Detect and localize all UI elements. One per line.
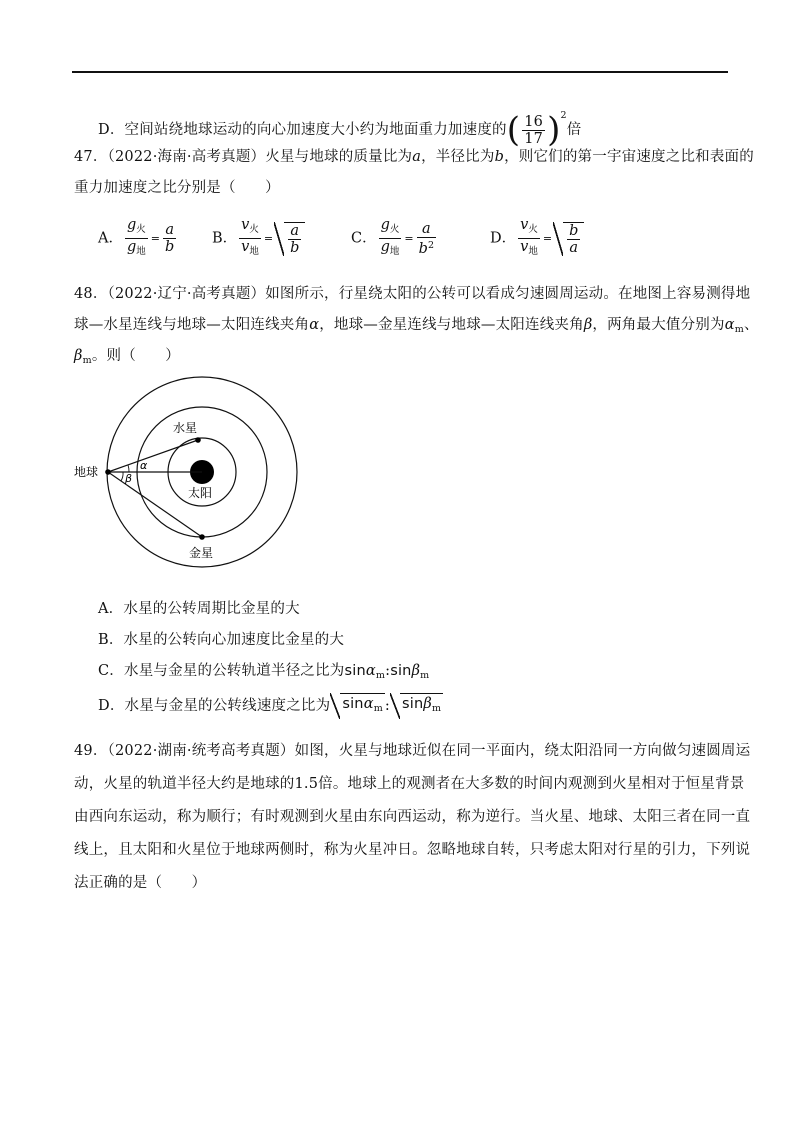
q47-text-3: ，则它们的第一宇宙速度之比和表面的 xyxy=(504,149,754,165)
rhs-num: b xyxy=(569,222,579,239)
lhs-fraction xyxy=(239,217,261,260)
q48-text-c: ，两角最大值分别为 xyxy=(592,317,725,333)
beta-arc xyxy=(121,472,123,481)
q48-option-c xyxy=(98,661,429,686)
beta-m-symbol: β xyxy=(74,348,83,364)
alpha-symbol: α xyxy=(309,317,320,333)
q46-suffix: 倍 xyxy=(566,122,582,138)
sub-m: m xyxy=(431,703,442,714)
venus-dot xyxy=(199,534,205,540)
sun-label: 太阳 xyxy=(188,486,213,500)
lhs-den-sub: 地 xyxy=(249,246,259,257)
q49-stem-line3: 由西向东运动，称为顺行；有时观测到火星由东向西运动，称为逆行。当火星、地球、太阳三者在同一直 xyxy=(74,809,751,825)
sin-2: sin xyxy=(390,663,412,679)
lhs-den-sub: 地 xyxy=(528,246,538,257)
sqrt-symbol xyxy=(274,222,305,256)
venus-label: 金星 xyxy=(189,546,214,560)
rhs-den: b xyxy=(290,239,300,256)
left-paren: ( xyxy=(506,110,521,150)
q47-text-1: 47．（2022·海南·高考真题）火星与地球的质量比为 xyxy=(74,149,413,165)
q47-option-c xyxy=(351,217,438,260)
q47-option-b xyxy=(212,217,305,260)
q49-stem-line1: 49．（2022·湖南·统考高考真题）如图，火星与地球近似在同一平面内，绕太阳沿同一方向做匀速圆周运 xyxy=(74,743,751,759)
alpha-m-symbol: α xyxy=(724,317,735,333)
lhs-num-sub: 火 xyxy=(528,224,538,235)
rhs-den: a xyxy=(569,239,579,256)
lhs-den-sub: 地 xyxy=(389,246,400,257)
alpha-label: α xyxy=(140,459,148,472)
beta-symbol: β xyxy=(423,696,432,712)
q48-stem-line2 xyxy=(74,315,759,340)
lhs-fraction xyxy=(125,217,148,260)
rhs-den: b xyxy=(165,239,175,255)
beta-symbol: β xyxy=(583,317,593,333)
q49-stem-line4: 线上，且太阳和火星位于地球两侧时，称为火星冲日。忽略地球自转，只考虑太阳对行星的引力，下列说 xyxy=(74,842,751,858)
rhs-fraction xyxy=(567,223,580,256)
q48-option-c-text: C．水星与金星的公转轨道半径之比为 xyxy=(98,663,345,679)
sub-m: m xyxy=(375,670,386,681)
q47-stem-line2: 重力加速度之比分别是（ ） xyxy=(74,180,280,196)
equals-sign: = xyxy=(150,231,161,245)
q47-stem-line1 xyxy=(74,147,754,167)
rhs-fraction xyxy=(163,222,176,255)
lhs-fraction xyxy=(379,217,402,260)
rhs-fraction xyxy=(288,223,301,256)
lhs-den: g xyxy=(380,239,390,255)
q47-text-2: ，半径比为 xyxy=(421,149,495,165)
rhs-den: b xyxy=(418,240,428,257)
alpha-symbol: α xyxy=(363,696,374,712)
lhs-den: v xyxy=(520,239,529,255)
colon: : xyxy=(384,698,391,714)
lhs-num: v xyxy=(241,217,250,233)
right-paren: ) xyxy=(547,110,561,150)
lhs-den: v xyxy=(241,239,250,255)
mercury-label: 水星 xyxy=(173,421,198,435)
alpha-arc xyxy=(128,465,129,472)
sin-1: sin xyxy=(342,696,364,712)
sqrt-symbol xyxy=(553,222,584,256)
rhs-den-sup: 2 xyxy=(427,239,434,251)
rhs-num: a xyxy=(288,223,301,240)
q49-stem-line2: 动，火星的轨道半径大约是地球的1.5倍。地球上的观测者在大多数的时间内观测到火星相对于恒星背景 xyxy=(74,776,745,792)
orbit-diagram xyxy=(60,370,340,570)
sqrt-symbol xyxy=(390,693,443,719)
option-label: C． xyxy=(351,230,377,247)
beta-symbol: β xyxy=(411,663,421,679)
alpha-symbol: α xyxy=(365,663,376,679)
option-label: D． xyxy=(490,230,517,247)
exponent: 2 xyxy=(560,110,567,121)
earth-dot xyxy=(105,469,111,475)
rhs-fraction xyxy=(417,221,436,257)
equals-sign: = xyxy=(542,231,553,245)
q46-option-d-text: D．空间站绕地球运动的向心加速度大小约为地面重力加速度的 xyxy=(98,122,507,138)
q49-stem-line5: 法正确的是（ ） xyxy=(74,875,207,891)
fraction-denominator: 17 xyxy=(524,130,544,147)
earth-label: 地球 xyxy=(74,465,99,479)
q48-option-d xyxy=(98,693,443,719)
sub-m: m xyxy=(373,703,383,714)
lhs-den-sub: 地 xyxy=(136,246,146,257)
sub-m: m xyxy=(420,670,430,681)
fraction-numerator: 16 xyxy=(524,113,544,130)
equals-sign: = xyxy=(404,231,414,245)
mercury-dot xyxy=(195,437,201,443)
lhs-num: g xyxy=(380,217,390,233)
lhs-num-sub: 火 xyxy=(136,224,146,235)
lhs-num: v xyxy=(520,217,529,233)
q48-text-d: 。则（ ） xyxy=(91,348,181,364)
q48-option-d-text: D．水星与金星的公转线速度之比为 xyxy=(98,698,331,714)
q47-option-a xyxy=(98,217,178,260)
colon: : xyxy=(385,663,391,679)
lhs-num-sub: 火 xyxy=(249,224,259,235)
q46-option-d xyxy=(98,106,582,150)
equals-sign: = xyxy=(263,231,274,245)
separator: 、 xyxy=(743,317,759,333)
lhs-fraction xyxy=(518,217,540,260)
lhs-num-sub: 火 xyxy=(389,224,400,235)
rhs-num: a xyxy=(417,221,436,238)
lhs-den: g xyxy=(126,239,137,255)
q48-text-a: 球—水星连线与地球—太阳连线夹角 xyxy=(74,317,310,333)
sin-1: sin xyxy=(344,663,366,679)
q48-option-a: A．水星的公转周期比金星的大 xyxy=(98,601,300,617)
q48-option-b: B．水星的公转向心加速度比金星的大 xyxy=(98,632,345,648)
var-b: b xyxy=(494,149,505,165)
var-a: a xyxy=(412,149,422,165)
beta-label: β xyxy=(125,472,133,485)
option-label: A． xyxy=(98,230,123,247)
fraction-16-17 xyxy=(522,114,545,147)
earth-venus-line xyxy=(108,472,202,537)
q48-stem-line1: 48．（2022·辽宁·高考真题）如图所示，行星绕太阳的公转可以看成匀速圆周运动。在地图上容易测得地 xyxy=(74,286,751,302)
q47-option-d xyxy=(490,217,584,260)
sub-m: m xyxy=(734,324,744,335)
q48-stem-line3 xyxy=(74,346,180,371)
q48-text-b: ，地球—金星连线与地球—太阳连线夹角 xyxy=(319,317,584,333)
sin-2: sin xyxy=(402,696,424,712)
rhs-num: a xyxy=(163,222,176,239)
earth-mercury-line xyxy=(108,440,198,472)
sub-m: m xyxy=(82,355,92,366)
option-label: B． xyxy=(212,230,238,247)
sqrt-symbol xyxy=(330,693,385,719)
lhs-num: g xyxy=(126,217,137,233)
header-rule xyxy=(72,71,728,73)
